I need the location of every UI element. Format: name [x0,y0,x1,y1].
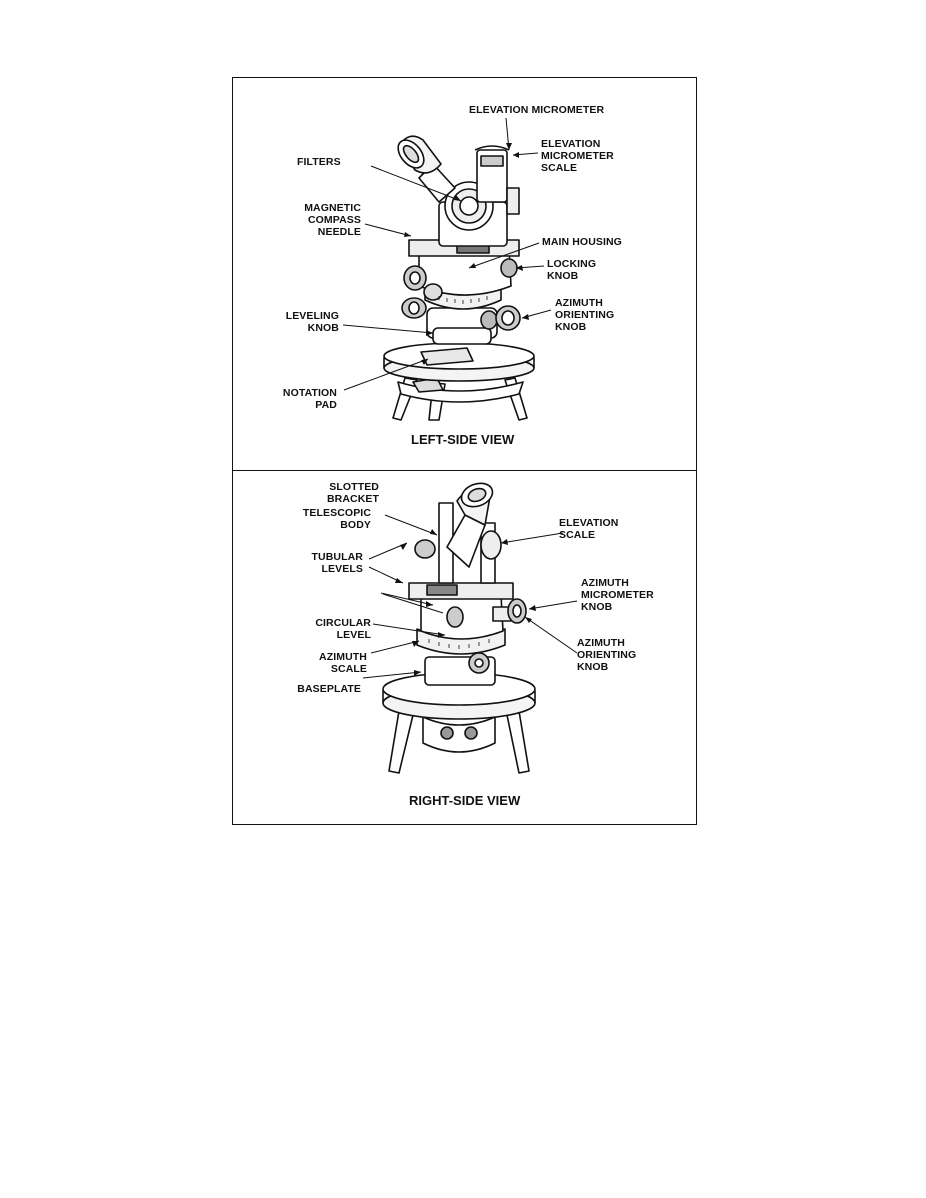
label-elevation-micrometer: ELEVATION MICROMETER [469,104,605,116]
label-elevation-scale: ELEVATION SCALE [559,517,619,541]
label-azimuth-micrometer-knob: AZIMUTH MICROMETER KNOB [581,577,654,613]
instrument-figure [232,77,697,825]
label-azimuth-orienting-knob-right: AZIMUTH ORIENTING KNOB [577,637,637,673]
right-side-view-panel [233,471,696,825]
left-side-view-panel [233,78,696,470]
label-main-housing: MAIN HOUSING [542,236,622,248]
label-filters: FILTERS [297,156,341,168]
label-locking-knob: LOCKING KNOB [547,258,597,282]
label-notation-pad: NOTATION PAD [282,387,337,411]
label-azimuth-orienting-knob: AZIMUTH ORIENTING KNOB [555,297,615,333]
label-leveling-knob: LEVELING KNOB [285,310,339,334]
label-baseplate: BASEPLATE [297,683,361,695]
caption-right-side-view: RIGHT-SIDE VIEW [409,793,521,808]
label-slotted-bracket: SLOTTED BRACKET [326,481,379,505]
label-elevation-micrometer-scale: ELEVATION MICROMETER SCALE [541,138,614,174]
label-telescopic-body: TELESCOPIC BODY [302,507,371,531]
label-azimuth-scale: AZIMUTH SCALE [319,651,367,675]
label-magnetic-compass-needle: MAGNETIC COMPASS NEEDLE [304,202,361,238]
caption-left-side-view: LEFT-SIDE VIEW [411,432,515,447]
label-circular-level: CIRCULAR LEVEL [315,617,371,641]
label-tubular-levels: TUBULAR LEVELS [311,551,363,575]
left-side-view-drawing [233,78,698,470]
